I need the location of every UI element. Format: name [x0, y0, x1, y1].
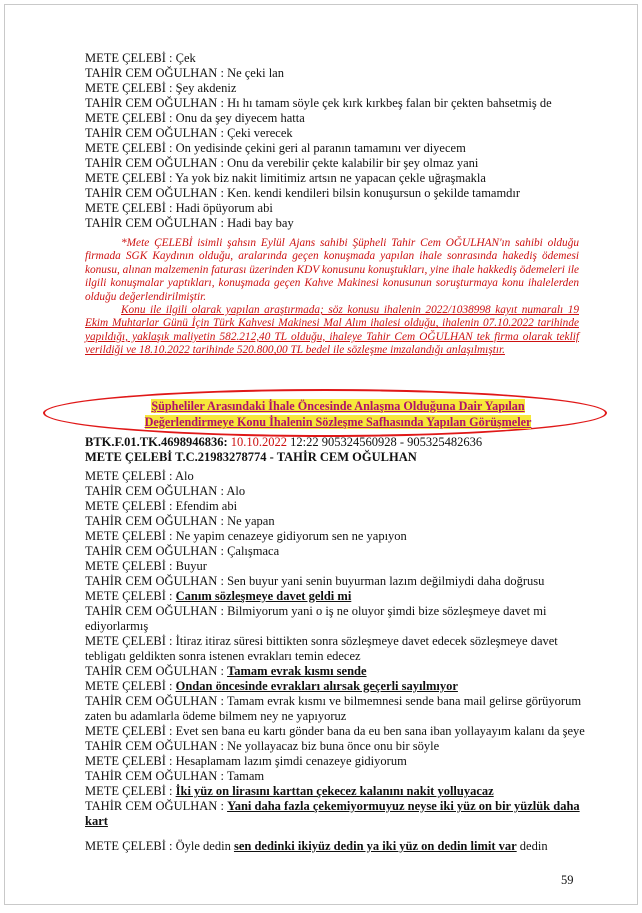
call-record-line [85, 435, 482, 450]
note-paragraph-1: *Mete ÇELEBİ isimli şahsın Eylül Ajans sahibi Şüpheli Tahir Cem OĞULHAN'ın sahibi olduğu firmada SGK Kaydının olduğu, aralarında geçen konuşmada yapılan ihale sonrasında hakediş ödemesi konusu, alınan malzemenin faturası üzerinden KDV konusunu konuştukları, yine ihale hakkediş ödemeleri ile ilgili konuşmalar yaptıkları, konuşmada geçen Kahve Makinesi konusunun soruşturmaya konu ihalelerden olduğu değerlendirilmiştir. [85, 237, 579, 303]
utterance-tail: dedin [519, 839, 548, 853]
utterance: Tamam [226, 769, 265, 783]
speaker: TAHİR CEM OĞULHAN [85, 484, 218, 498]
heading-line-1: Şüpheliler Arasındaki İhale Öncesinde Anlaşma Olduğuna Dair Yapılan [151, 399, 525, 413]
dialogue-line: TAHİR CEM OĞULHAN : Ne yollayacaz biz buna önce onu bir söyle [85, 739, 440, 753]
dialogue-line: METE ÇELEBİ : Ya yok biz nakit limitimiz artsın ne yapacan çekle uğraşmakla [85, 171, 486, 185]
speaker: METE ÇELEBİ [85, 81, 166, 95]
speaker: METE ÇELEBİ [85, 754, 166, 768]
dialogue-line: METE ÇELEBİ : Ne yapim cenazeye gidiyorum sen ne yapıyon [85, 529, 407, 543]
speaker: METE ÇELEBİ [85, 589, 166, 603]
utterance: Onu da verebilir çekte kalabilir bir şey olmaz yani [227, 156, 479, 170]
speaker: METE ÇELEBİ [85, 679, 166, 693]
utterance: Ne yollayacaz biz buna önce onu bir söyle [227, 739, 440, 753]
speaker: TAHİR CEM OĞULHAN [85, 604, 218, 618]
page-number: 59 [561, 873, 574, 887]
speaker: TAHİR CEM OĞULHAN [85, 769, 218, 783]
utterance: Hadi öpüyorum abi [175, 201, 273, 215]
speaker: TAHİR CEM OĞULHAN [85, 186, 218, 200]
utterance: Bilmiyorum yani o iş ne oluyor şimdi bize sözleşmeye davet mi ediyorlarmış [85, 604, 547, 633]
dialogue-line: METE ÇELEBİ : Hesaplamam lazım şimdi cenazeye gidiyorum [85, 754, 407, 768]
utterance: Alo [226, 484, 246, 498]
speaker: METE ÇELEBİ [85, 529, 166, 543]
investigator-note [85, 237, 579, 358]
dialogue-line: METE ÇELEBİ : Şey akdeniz [85, 81, 237, 95]
call-date: 10.10.2022 [230, 435, 287, 449]
dialogue-line: METE ÇELEBİ : Canım sözleşmeye davet geldi mi [85, 589, 352, 603]
utterance: Tamam evrak kısmı ve bilmemnesi sende bana mail gelirse görüyorum zaten bu adamlarla ödeme bilmem ney ne yapıyoruz [85, 694, 582, 723]
speaker: METE ÇELEBİ [85, 171, 166, 185]
dialogue-line: METE ÇELEBİ : Ondan öncesinde evrakları alırsak geçerli sayılmıyor [85, 679, 458, 693]
utterance: Tamam evrak kısmı sende [227, 664, 367, 678]
dialogue-line: TAHİR CEM OĞULHAN : Hı hı tamam söyle çek kırk kırkbeş falan bir çekten bahsetmiş de [85, 96, 552, 110]
dialogue-line: TAHİR CEM OĞULHAN : Tamam evrak kısmı ve bilmemnesi sende bana mail gelirse görüyorum zaten bu adamlarla ödeme bilmem ney ne yapıyoruz [85, 694, 582, 723]
utterance: Çalışmaca [227, 544, 280, 558]
heading-line-2: Değerlendirmeye Konu İhalenin Sözleşme Safhasında Yapılan Görüşmeler [144, 414, 532, 429]
dialogue-line: METE ÇELEBİ : Çek [85, 51, 196, 65]
speaker: METE ÇELEBİ [85, 559, 166, 573]
dialogue-line: TAHİR CEM OĞULHAN : Ken. kendi kendileri bilsin konuşursun o şekilde tamamdır [85, 186, 521, 200]
speaker: TAHİR CEM OĞULHAN [85, 156, 218, 170]
utterance: İtiraz itiraz süresi bittikten sonra sözleşmeye davet edecek sözleşmeye davet tebligatı geldikten sonra istenen evrakları temin edecez [85, 634, 558, 663]
speaker: METE ÇELEBİ [85, 784, 166, 798]
utterance: Ondan öncesinde evrakları alırsak geçerli sayılmıyor [175, 679, 458, 693]
dialogue-line: TAHİR CEM OĞULHAN : Sen buyur yani senin buyurman lazım değilmiydi daha doğrusu [85, 574, 545, 588]
dialogue-line: METE ÇELEBİ : On yedisinde çekini geri al paranın tamamını ver diyecem [85, 141, 466, 155]
dialogue-line: METE ÇELEBİ : Hadi öpüyorum abi [85, 201, 273, 215]
speaker: TAHİR CEM OĞULHAN [85, 96, 218, 110]
utterance: On yedisinde çekini geri al paranın tamamını ver diyecem [175, 141, 466, 155]
speaker: METE ÇELEBİ [85, 499, 166, 513]
speaker: METE ÇELEBİ [85, 469, 166, 483]
speaker: METE ÇELEBİ [85, 201, 166, 215]
call-id: BTK.F.01.TK.4698946836: [85, 435, 228, 449]
call-time-numbers: 12:22 905324560928 - 905325482636 [290, 435, 483, 449]
utterance: Alo [174, 469, 194, 483]
utterance: Sen buyur yani senin buyurman lazım değilmiydi daha doğrusu [227, 574, 545, 588]
utterance: Yani daha fazla çekemiyormuyuz neyse iki yüz on bir yüzlük daha kart [85, 799, 580, 828]
speaker: METE ÇELEBİ [85, 724, 166, 738]
document-page [4, 4, 638, 905]
speaker: METE ÇELEBİ [85, 111, 166, 125]
speaker: METE ÇELEBİ [85, 634, 166, 648]
dialogue-line: TAHİR CEM OĞULHAN : Hadi bay bay [85, 216, 294, 230]
note-paragraph-2: Konu ile ilgili olarak yapılan araştırmada; söz konusu ihalenin 2022/1038998 kayıt numaralı 19 Ekim Muhtarlar Günü İçin Türk Kahvesi Makinesi Mal Alım ihalesi olduğu, ihalenin 07.10.2022 tarihinde yapıldığı, yaklaşık maliyetin 582.212,40 TL olduğu, ihaleye Tahir Cem OĞULHAN tek firma olarak teklif verildiği ve 18.10.2022 tarihinde 520.800,00 TL bedel ile sözleşme imzalandığı anlaşılmıştır. [85, 304, 579, 357]
utterance: Ne çeki lan [227, 66, 284, 80]
speaker: TAHİR CEM OĞULHAN [85, 216, 218, 230]
utterance: Onu da şey diyecem hatta [175, 111, 305, 125]
utterance: Çeki verecek [227, 126, 293, 140]
last-dialogue-line: METE ÇELEBİ : Öyle dedin sen dedinki ikiyüz dedin ya iki yüz on dedin limit var dedin [85, 839, 548, 853]
utterance: İki yüz on lirasını karttan çekecez kalanını nakit yolluyacaz [175, 784, 494, 798]
utterance: Evet sen bana eu kartı gönder bana da eu ben sana iban yollayayım kalanı da şeye [175, 724, 585, 738]
speaker: TAHİR CEM OĞULHAN [85, 574, 218, 588]
speaker: TAHİR CEM OĞULHAN [85, 126, 218, 140]
utterance: Buyur [175, 559, 207, 573]
dialogue-line: TAHİR CEM OĞULHAN : Çalışmaca [85, 544, 280, 558]
dialogue-line: METE ÇELEBİ : Evet sen bana eu kartı gönder bana da eu ben sana iban yollayayım kalanı da şeye [85, 724, 585, 738]
dialogue-top [85, 51, 585, 231]
dialogue-line: METE ÇELEBİ : Efendim abi [85, 499, 238, 513]
dialogue-line: TAHİR CEM OĞULHAN : Bilmiyorum yani o iş ne oluyor şimdi bize sözleşmeye davet mi ediyorlarmış [85, 604, 547, 633]
speaker: TAHİR CEM OĞULHAN [85, 514, 218, 528]
utterance: Hı hı tamam söyle çek kırk kırkbeş falan bir çekten bahsetmiş de [227, 96, 552, 110]
dialogue-line: METE ÇELEBİ : Onu da şey diyecem hatta [85, 111, 305, 125]
speaker: TAHİR CEM OĞULHAN [85, 799, 218, 813]
utterance: Ne yapan [227, 514, 275, 528]
dialogue-line: TAHİR CEM OĞULHAN : Ne çeki lan [85, 66, 284, 80]
speaker: TAHİR CEM OĞULHAN [85, 544, 218, 558]
dialogue-line: METE ÇELEBİ : İtiraz itiraz süresi bittikten sonra sözleşmeye davet edecek sözleşmeye davet tebligatı geldikten sonra istenen evrakları temin edecez [85, 634, 558, 663]
dialogue-line: TAHİR CEM OĞULHAN : Yani daha fazla çekemiyormuyuz neyse iki yüz on bir yüzlük daha kart [85, 799, 580, 828]
utterance: Ya yok biz nakit limitimiz artsın ne yapacan çekle uğraşmakla [175, 171, 486, 185]
section-heading [113, 399, 563, 430]
speaker: METE ÇELEBİ [85, 51, 166, 65]
utterance: Ne yapim cenazeye gidiyorum sen ne yapıyon [175, 529, 407, 543]
dialogue-line: TAHİR CEM OĞULHAN : Alo [85, 484, 246, 498]
utterance: Efendim abi [175, 499, 238, 513]
speaker: TAHİR CEM OĞULHAN [85, 694, 218, 708]
dialogue-bottom [85, 469, 585, 829]
dialogue-line: METE ÇELEBİ : Buyur [85, 559, 207, 573]
speaker: TAHİR CEM OĞULHAN [85, 664, 218, 678]
utterance: Çek [175, 51, 196, 65]
utterance: Hesaplamam lazım şimdi cenazeye gidiyorum [175, 754, 407, 768]
utterance: Ken. kendi kendileri bilsin konuşursun o şekilde tamamdır [227, 186, 521, 200]
dialogue-line: TAHİR CEM OĞULHAN : Ne yapan [85, 514, 275, 528]
utterance: Hadi bay bay [227, 216, 294, 230]
speaker: TAHİR CEM OĞULHAN [85, 66, 218, 80]
speaker: TAHİR CEM OĞULHAN [85, 739, 218, 753]
dialogue-line: METE ÇELEBİ : Alo [85, 469, 194, 483]
dialogue-line: METE ÇELEBİ : İki yüz on lirasını karttan çekecez kalanını nakit yolluyacaz [85, 784, 494, 798]
speaker: METE ÇELEBİ [85, 839, 166, 853]
utterance-plain: Öyle dedin [175, 839, 231, 853]
dialogue-line: TAHİR CEM OĞULHAN : Onu da verebilir çekte kalabilir bir şey olmaz yani [85, 156, 479, 170]
dialogue-line: TAHİR CEM OĞULHAN : Çeki verecek [85, 126, 293, 140]
utterance: Canım sözleşmeye davet geldi mi [175, 589, 352, 603]
dialogue-line: TAHİR CEM OĞULHAN : Tamam [85, 769, 265, 783]
speaker: METE ÇELEBİ [85, 141, 166, 155]
dialogue-line: TAHİR CEM OĞULHAN : Tamam evrak kısmı sende [85, 664, 367, 678]
utterance-bold: sen dedinki ikiyüz dedin ya iki yüz on dedin limit var [233, 839, 517, 853]
call-parties: METE ÇELEBİ T.C.21983278774 - TAHİR CEM OĞULHAN [85, 450, 417, 464]
utterance: Şey akdeniz [175, 81, 237, 95]
